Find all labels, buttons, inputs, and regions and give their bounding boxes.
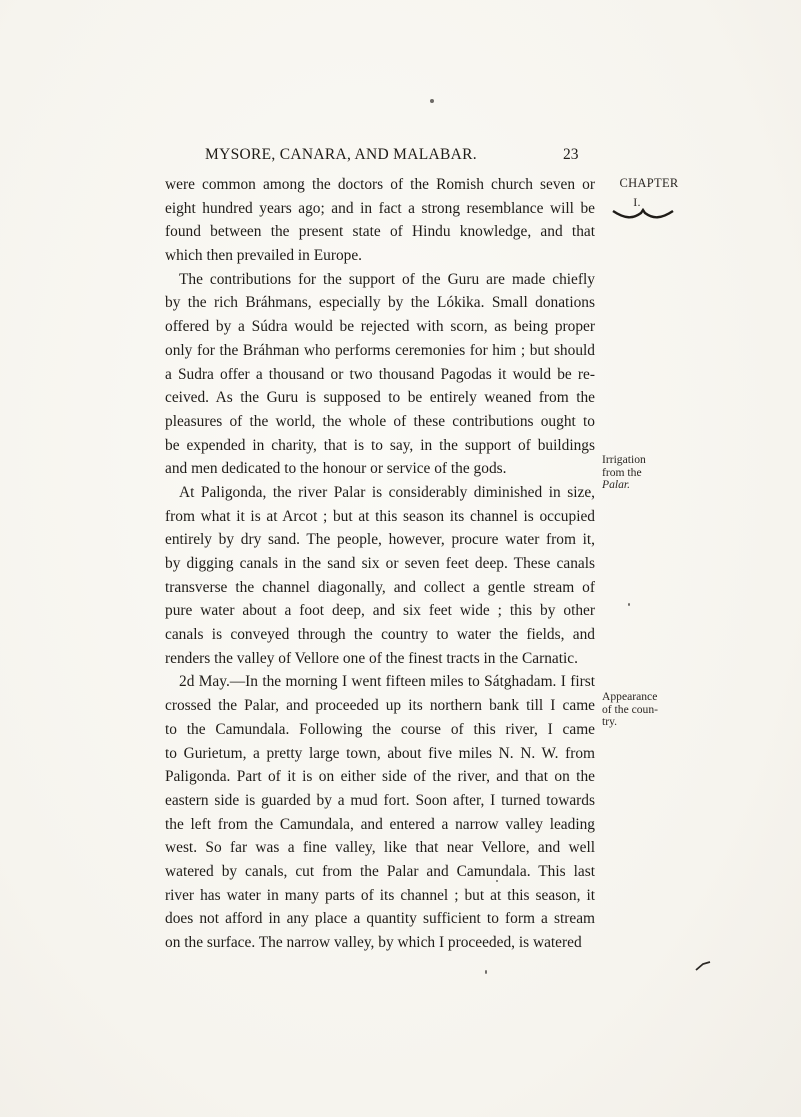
text-line: were common among the doctors of the Romish church seven or [165, 176, 595, 193]
text-line: found between the present state of Hindu knowledge, and that [165, 223, 595, 241]
text-line: which then prevailed in Europe. [165, 247, 363, 265]
text-line: to the Camundala. Following the course of this river, I came [165, 720, 595, 738]
text-line: pleasures of the world, the whole of these contributions ought to [165, 412, 595, 430]
text-line: river has water in many parts of its channel ; but at this season, it [165, 886, 595, 904]
text-line: and men dedicated to the honour or service of the gods. [165, 460, 507, 478]
text-line: the left from the Camundala, and entered a narrow valley leading [165, 815, 595, 833]
text-line: eastern side is guarded by a mud fort. Soon after, I turned towards [165, 791, 595, 809]
text-line: from what it is at Arcot ; but at this season its channel is occupied [165, 507, 595, 525]
text-line: entirely by dry sand. The people, however, procure water from it, [165, 531, 595, 549]
body-text [165, 173, 595, 955]
text-line: ceived. As the Guru is supposed to be entirely weaned from the [165, 389, 595, 407]
text-line: offered by a Súdra would be rejected with scorn, as being proper [165, 318, 595, 336]
text-line: 2d May.—In the morning I went fifteen miles to Sátghadam. I first [179, 673, 595, 691]
page-number: 23 [563, 146, 579, 163]
text-line: pure water about a foot deep, and six feet wide ; this by other [165, 602, 595, 620]
margin-note-irrigation [602, 454, 682, 492]
margin-note-line: Irrigation [602, 453, 646, 466]
margin-note-line: try. [602, 715, 618, 729]
text-line: to Gurietum, a pretty large town, about five miles N. N. W. from [165, 744, 595, 762]
text-line: canals is conveyed through the country to water the fields, and [165, 626, 595, 644]
margin-note-line: Appearance [602, 690, 658, 703]
text-line: At Paligonda, the river Palar is considerably diminished in size, [179, 483, 595, 501]
text-line: crossed the Palar, and proceeded up its northern bank till I came [165, 697, 595, 715]
text-line: a Sudra offer a thousand or two thousand Pagodas it would be re- [165, 365, 595, 383]
text-line: on the surface. The narrow valley, by which I proceeded, is watered [165, 934, 582, 951]
chapter-brace-icon [611, 208, 675, 220]
text-line: does not afford in any place a quantity sufficient to form a stream [165, 910, 595, 928]
text-line: eight hundred years ago; and in fact a strong resemblance will be [165, 199, 595, 217]
margin-note-line: Palar. [602, 478, 631, 492]
paper-speck [628, 603, 630, 606]
margin-note-appearance [602, 691, 682, 729]
text-line: by digging canals in the sand six or seven feet deep. These canals [165, 555, 595, 572]
paper-speck [485, 970, 487, 974]
text-line: west. So far was a fine valley, like that near Vellore, and well [165, 839, 595, 857]
paper-speck [430, 99, 434, 103]
text-line: by the rich Bráhmans, especially by the Lókika. Small donations [165, 294, 595, 312]
text-line: Paligonda. Part of it is on either side of the river, and that on the [165, 768, 595, 786]
chapter-label: CHAPTER [619, 176, 679, 190]
text-line: watered by canals, cut from the Palar and Camundala. This last [165, 862, 595, 880]
margin-note-line: from the [602, 465, 642, 479]
running-title: MYSORE, CANARA, AND MALABAR. [205, 146, 477, 163]
text-line: transverse the channel diagonally, and collect a gentle stream of [165, 578, 595, 596]
text-line: be expended in charity, that is to say, in the support of buildings [165, 436, 595, 454]
paper-mark-icon [695, 961, 711, 971]
text-line: only for the Bráhman who performs ceremonies for him ; but should [165, 341, 595, 359]
text-line: The contributions for the support of the Guru are made chiefly [179, 270, 595, 288]
chapter-number: I. [633, 195, 641, 209]
margin-note-line: of the coun- [602, 702, 659, 716]
paper-speck [496, 880, 498, 882]
chapter-marker [604, 176, 694, 209]
text-line: renders the valley of Vellore one of the finest tracts in the Carnatic. [165, 649, 578, 667]
